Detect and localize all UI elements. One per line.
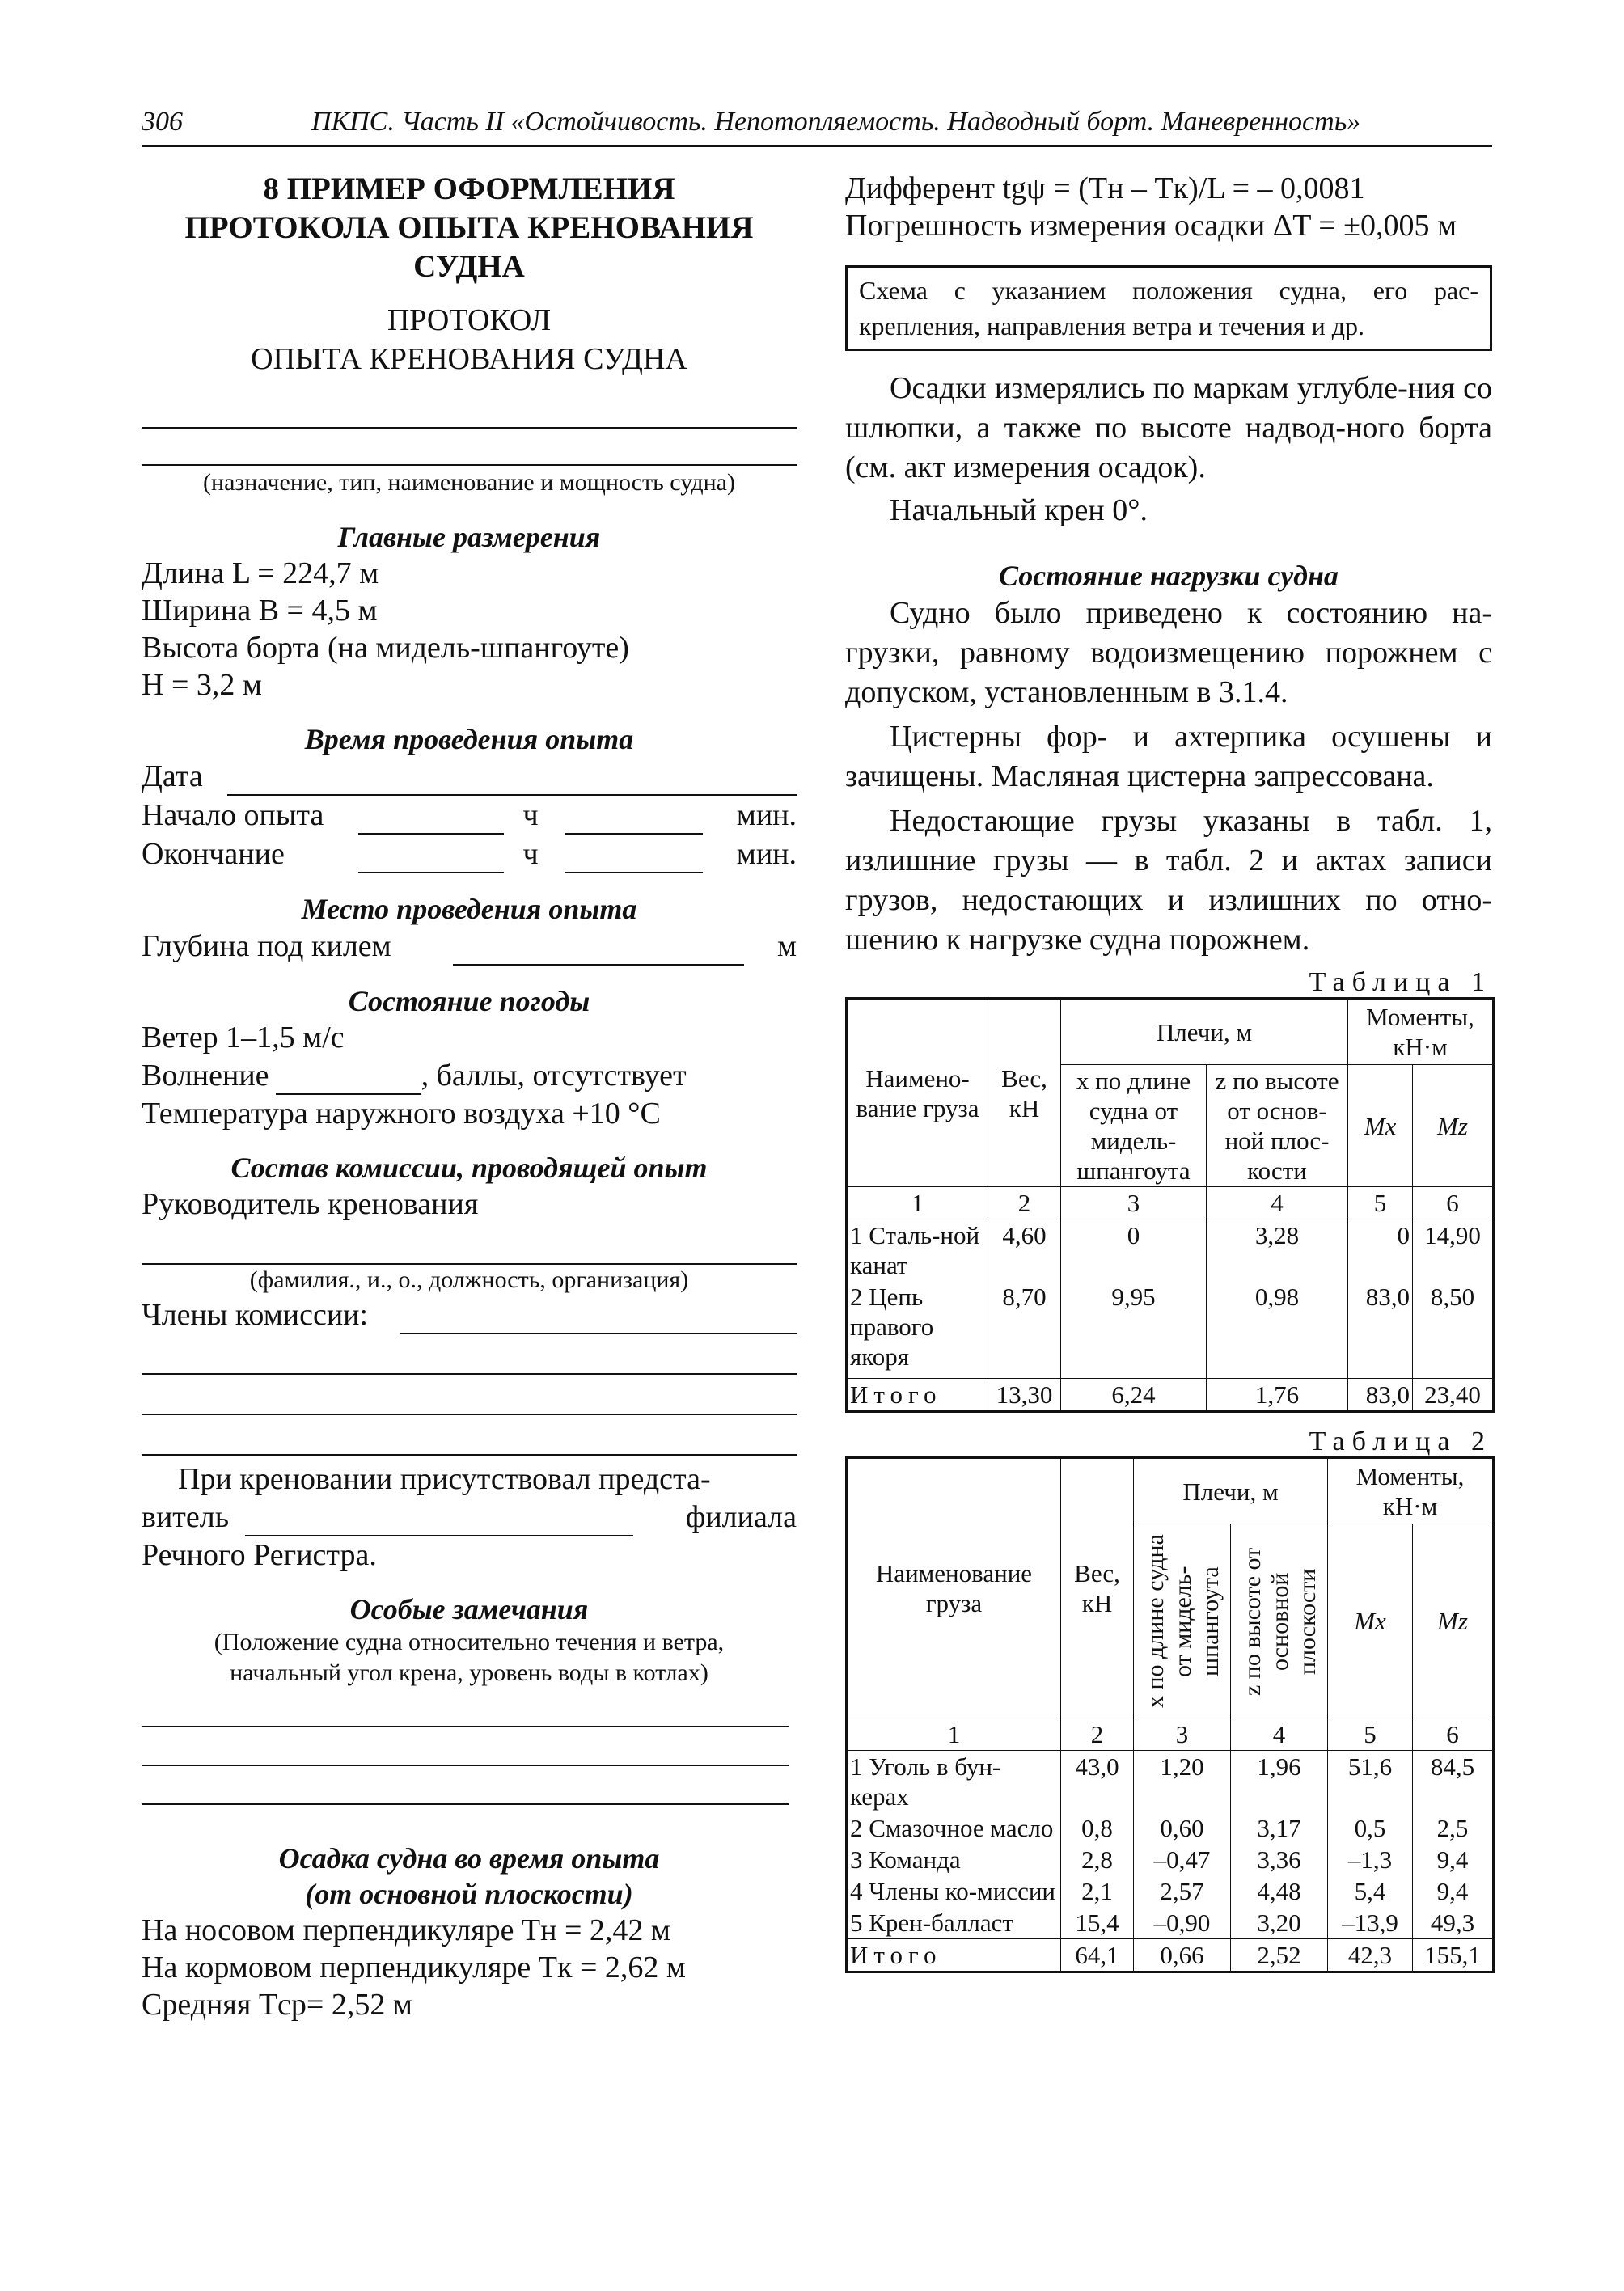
t2-h-moments: Моменты, кН·м bbox=[1328, 1458, 1494, 1524]
t1-cell-mx: 0 bbox=[1348, 1219, 1413, 1282]
start-label: Начало опыта bbox=[142, 798, 324, 832]
t2-cell-x: –0,90 bbox=[1134, 1907, 1231, 1939]
t1-num: 4 bbox=[1207, 1187, 1348, 1219]
table-row bbox=[847, 1751, 1494, 1813]
t1-cell-x: 0 bbox=[1061, 1219, 1207, 1282]
t2-h-x-cell bbox=[1134, 1524, 1231, 1718]
depth-keel-field[interactable] bbox=[453, 935, 744, 966]
t1-total-name: Итого bbox=[847, 1379, 988, 1412]
members-field-2[interactable] bbox=[142, 1334, 797, 1375]
end-hour-field[interactable] bbox=[358, 843, 504, 873]
t2-cell-z: 3,20 bbox=[1231, 1907, 1328, 1939]
t2-h-x: x по длине судна от мидель-шпангоута bbox=[1141, 1534, 1224, 1708]
table-row bbox=[847, 1875, 1494, 1907]
start-hour-field[interactable] bbox=[358, 804, 504, 835]
t2-cell-mx: –1,3 bbox=[1328, 1844, 1413, 1875]
remarks-line-3[interactable] bbox=[142, 1766, 789, 1805]
t2-num: 3 bbox=[1134, 1718, 1231, 1751]
leader-caption: (фамилия., и., о., должность, организация) bbox=[249, 1266, 689, 1293]
depth-keel-unit: м bbox=[776, 929, 797, 963]
t1-num: 2 bbox=[988, 1187, 1061, 1219]
table-total-row bbox=[847, 1939, 1494, 1972]
table2-caption: Таблица 2 bbox=[1309, 1427, 1492, 1456]
t2-cell-name: 4 Члены ко-миссии bbox=[847, 1875, 1061, 1907]
t2-cell-w: 2,1 bbox=[1061, 1875, 1134, 1907]
t2-cell-mx: 51,6 bbox=[1328, 1751, 1413, 1813]
table-row bbox=[847, 1812, 1494, 1844]
t1-total-mx: 83,0 bbox=[1348, 1379, 1413, 1412]
weather-heading: Состояние погоды bbox=[348, 985, 590, 1017]
t2-total-x: 0,66 bbox=[1134, 1939, 1231, 1972]
draft-heading-1: Осадка судна во время опыта bbox=[278, 1842, 660, 1875]
waves-field[interactable] bbox=[276, 1064, 421, 1095]
leader-label: Руководитель кренования bbox=[142, 1187, 479, 1221]
t1-h-arms: Плечи, м bbox=[1061, 999, 1348, 1065]
date-field[interactable] bbox=[227, 765, 797, 796]
t1-total-mz: 23,40 bbox=[1413, 1379, 1494, 1412]
t2-h-z: z по высоте от основной плоскости bbox=[1238, 1546, 1321, 1696]
para-load-3: Недостающие грузы указаны в табл. 1, излишние грузы — в табл. 2 и актах записи грузов, недостающих и излишних по отно-шению к нагрузке судна порожнем. bbox=[845, 804, 1492, 957]
draft-stern: На кормовом перпендикуляре Tк = 2,62 м bbox=[142, 1951, 686, 1985]
t2-num: 4 bbox=[1231, 1718, 1328, 1751]
members-label: Члены комиссии: bbox=[142, 1298, 369, 1332]
trim-line: Дифферент tgψ = (Tн – Tк)/L = – 0,0081 bbox=[845, 171, 1365, 205]
page-header bbox=[142, 97, 1492, 147]
t2-cell-name: 2 Смазочное масло bbox=[847, 1812, 1061, 1844]
width-line: Ширина B = 4,5 м bbox=[142, 594, 378, 628]
t2-num: 6 bbox=[1413, 1718, 1494, 1751]
t2-cell-mz: 2,5 bbox=[1413, 1812, 1494, 1844]
remarks-caption-1: (Положение судна относительно течения и ветра, bbox=[214, 1629, 725, 1655]
end-label: Окончание bbox=[142, 837, 285, 871]
temperature-line: Температура наружного воздуха +10 °С bbox=[142, 1097, 661, 1131]
time-heading: Время проведения опыта bbox=[304, 723, 634, 755]
t2-cell-w: 15,4 bbox=[1061, 1907, 1134, 1939]
t1-cell-z: 0,98 bbox=[1207, 1281, 1348, 1379]
scheme-box: Схема с указанием положения судна, его рас-крепления, направления ветра и течения и др. bbox=[845, 265, 1492, 351]
section-title-line-3: СУДНА bbox=[413, 249, 525, 284]
t1-cell-mz: 14,90 bbox=[1413, 1219, 1494, 1282]
t2-cell-z: 1,96 bbox=[1231, 1751, 1328, 1813]
t2-h-z-cell bbox=[1231, 1524, 1328, 1718]
t1-num: 6 bbox=[1413, 1187, 1494, 1219]
t2-num: 1 bbox=[847, 1718, 1061, 1751]
t1-cell-z: 3,28 bbox=[1207, 1219, 1348, 1282]
t2-cell-mz: 9,4 bbox=[1413, 1844, 1494, 1875]
depth-line-1: Высота борта (на мидель-шпангоуте) bbox=[142, 631, 629, 665]
table-1 bbox=[845, 997, 1495, 1413]
t1-cell-w: 8,70 bbox=[988, 1281, 1061, 1379]
draft-bow: На носовом перпендикуляре Tн = 2,42 м bbox=[142, 1913, 670, 1947]
protocol-title-2: ОПЫТА КРЕНОВАНИЯ СУДНА bbox=[251, 342, 687, 376]
table1-caption: Таблица 1 bbox=[1309, 967, 1492, 997]
length-line: Длина L = 224,7 м bbox=[142, 556, 379, 590]
t2-h-mx: Mx bbox=[1328, 1524, 1413, 1718]
t2-total-mz: 155,1 bbox=[1413, 1939, 1494, 1972]
rep-line-2a: витель bbox=[142, 1500, 230, 1534]
t2-cell-name: 1 Уголь в бун-керах bbox=[847, 1751, 1061, 1813]
protocol-title-1: ПРОТОКОЛ bbox=[387, 303, 552, 337]
date-label: Дата bbox=[142, 759, 203, 793]
t2-cell-name: 5 Крен-балласт bbox=[847, 1907, 1061, 1939]
commission-heading: Состав комиссии, проводящей опыт bbox=[230, 1152, 708, 1184]
t2-h-weight: Вес, кН bbox=[1061, 1458, 1134, 1718]
right-column bbox=[845, 170, 1492, 1973]
table-total-row bbox=[847, 1379, 1494, 1412]
remarks-line-2[interactable] bbox=[142, 1727, 789, 1766]
t1-h-mz: Mz bbox=[1413, 1065, 1494, 1187]
t1-h-x: x по длине судна от мидель-шпангоута bbox=[1061, 1065, 1207, 1187]
end-hour-unit: ч bbox=[522, 837, 539, 871]
table-row bbox=[847, 1844, 1494, 1875]
t2-total-name: Итого bbox=[847, 1939, 1061, 1972]
t1-num: 5 bbox=[1348, 1187, 1413, 1219]
members-field-1[interactable] bbox=[400, 1304, 797, 1334]
t1-h-name: Наимено-вание груза bbox=[847, 999, 988, 1187]
start-hour-unit: ч bbox=[522, 798, 539, 832]
t1-h-z: z по высоте от основ-ной плос-кости bbox=[1207, 1065, 1348, 1187]
waves-tail: , баллы, отсутствует bbox=[421, 1059, 687, 1093]
remarks-caption-2: начальный угол крена, уровень воды в котлах) bbox=[230, 1659, 708, 1686]
t2-num: 5 bbox=[1328, 1718, 1413, 1751]
rep-row-2 bbox=[142, 1498, 797, 1536]
t1-num: 1 bbox=[847, 1187, 988, 1219]
depth-line-2: H = 3,2 м bbox=[142, 668, 262, 702]
para-load-1: Судно было приведено к состоянию на-грузки, равному водоизмещению порожнем с допуском, установленным в 3.1.4. bbox=[845, 596, 1492, 709]
t2-cell-x: 2,57 bbox=[1134, 1875, 1231, 1907]
t1-cell-name: 1 Сталь-ной канат bbox=[847, 1219, 988, 1282]
t2-cell-z: 3,36 bbox=[1231, 1844, 1328, 1875]
t2-h-name: Наименование груза bbox=[847, 1458, 1061, 1718]
members-row bbox=[142, 1296, 797, 1334]
rep-line-3: Речного Регистра. bbox=[142, 1538, 377, 1572]
waves-label: Волнение bbox=[142, 1059, 269, 1093]
t2-h-arms: Плечи, м bbox=[1134, 1458, 1328, 1524]
t2-cell-x: 0,60 bbox=[1134, 1812, 1231, 1844]
t1-h-weight: Вес, кН bbox=[988, 999, 1061, 1187]
t2-cell-w: 0,8 bbox=[1061, 1812, 1134, 1844]
end-min-field[interactable] bbox=[565, 843, 703, 873]
t1-num: 3 bbox=[1061, 1187, 1207, 1219]
section-title-line-2: ПРОТОКОЛА ОПЫТА КРЕНОВАНИЯ bbox=[184, 210, 754, 245]
t2-cell-name: 3 Команда bbox=[847, 1844, 1061, 1875]
draft-heading-2: (от основной плоскости) bbox=[305, 1878, 633, 1910]
t2-cell-mz: 9,4 bbox=[1413, 1875, 1494, 1907]
table-row bbox=[847, 1281, 1494, 1379]
t2-total-z: 2,52 bbox=[1231, 1939, 1328, 1972]
end-min-unit: мин. bbox=[736, 837, 797, 871]
load-heading: Состояние нагрузки судна bbox=[999, 560, 1339, 592]
running-title: ПКПС. Часть II «Остойчивость. Непотопляемость. Надводный борт. Маневренность» bbox=[311, 107, 1361, 137]
t2-cell-mz: 84,5 bbox=[1413, 1751, 1494, 1813]
date-row bbox=[142, 757, 797, 796]
para-drafts: Осадки измерялись по маркам углубле-ния со шлюпки, а также по высоте надвод-ного борта (см. акт измерения осадок). bbox=[845, 371, 1492, 484]
t1-total-z: 1,76 bbox=[1207, 1379, 1348, 1412]
rep-line-1: При креновании присутствовал предста- bbox=[178, 1462, 711, 1496]
t2-cell-mz: 49,3 bbox=[1413, 1907, 1494, 1939]
t2-total-w: 64,1 bbox=[1061, 1939, 1134, 1972]
depth-keel-label: Глубина под килем bbox=[142, 929, 391, 963]
place-heading: Место проведения опыта bbox=[301, 893, 637, 925]
start-row bbox=[142, 796, 797, 835]
t2-cell-w: 2,8 bbox=[1061, 1844, 1134, 1875]
vessel-input-line-1[interactable] bbox=[142, 378, 797, 429]
t2-total-mx: 42,3 bbox=[1328, 1939, 1413, 1972]
end-row bbox=[142, 835, 797, 873]
vessel-input-line-2[interactable] bbox=[142, 429, 797, 466]
t1-total-x: 6,24 bbox=[1061, 1379, 1207, 1412]
para-load-2: Цистерны фор- и ахтерпика осушены и зачищены. Масляная цистерна запрессована. bbox=[845, 720, 1492, 793]
t1-cell-mx: 83,0 bbox=[1348, 1281, 1413, 1379]
t2-cell-w: 43,0 bbox=[1061, 1751, 1134, 1813]
t2-cell-z: 4,48 bbox=[1231, 1875, 1328, 1907]
t2-num: 2 bbox=[1061, 1718, 1134, 1751]
t2-h-mz: Mz bbox=[1413, 1524, 1494, 1718]
t2-cell-mx: –13,9 bbox=[1328, 1907, 1413, 1939]
t1-cell-mz: 8,50 bbox=[1413, 1281, 1494, 1379]
t1-cell-name: 2 Цепь правого якоря bbox=[847, 1281, 988, 1379]
t2-cell-x: 1,20 bbox=[1134, 1751, 1231, 1813]
table-2 bbox=[845, 1456, 1495, 1973]
dims-heading: Главные размерения bbox=[337, 521, 601, 553]
error-line: Погрешность измерения осадки ΔT = ±0,005 м bbox=[845, 209, 1457, 243]
draft-mean: Средняя Tср= 2,52 м bbox=[142, 1988, 412, 2022]
wind-line: Ветер 1–1,5 м/с bbox=[142, 1021, 345, 1055]
waves-row bbox=[142, 1056, 797, 1095]
t1-total-w: 13,30 bbox=[988, 1379, 1061, 1412]
t1-h-moments: Моменты, кН·м bbox=[1348, 999, 1494, 1065]
para-heel: Начальный крен 0°. bbox=[890, 493, 1148, 527]
t1-cell-x: 9,95 bbox=[1061, 1281, 1207, 1379]
section-title-line-1: 8 ПРИМЕР ОФОРМЛЕНИЯ bbox=[263, 171, 675, 206]
rep-field[interactable] bbox=[245, 1506, 633, 1536]
t2-cell-x: –0,47 bbox=[1134, 1844, 1231, 1875]
t2-cell-mx: 0,5 bbox=[1328, 1812, 1413, 1844]
t2-cell-z: 3,17 bbox=[1231, 1812, 1328, 1844]
page-number: 306 bbox=[142, 107, 183, 137]
leader-field[interactable] bbox=[142, 1223, 797, 1265]
left-column bbox=[142, 170, 797, 2023]
t1-cell-w: 4,60 bbox=[988, 1219, 1061, 1282]
table-row bbox=[847, 1907, 1494, 1939]
vessel-caption: (назначение, тип, наименование и мощность судна) bbox=[203, 469, 735, 496]
start-min-unit: мин. bbox=[736, 798, 797, 832]
remarks-line-1[interactable] bbox=[142, 1689, 789, 1727]
remarks-heading: Особые замечания bbox=[349, 1593, 589, 1625]
rep-line-2b: филиала bbox=[685, 1500, 797, 1534]
members-field-4[interactable] bbox=[142, 1415, 797, 1456]
t2-cell-mx: 5,4 bbox=[1328, 1875, 1413, 1907]
t1-h-mx: Mx bbox=[1348, 1065, 1413, 1187]
members-field-3[interactable] bbox=[142, 1375, 797, 1415]
depth-keel-row bbox=[142, 927, 797, 966]
start-min-field[interactable] bbox=[565, 804, 703, 835]
table-row bbox=[847, 1219, 1494, 1282]
